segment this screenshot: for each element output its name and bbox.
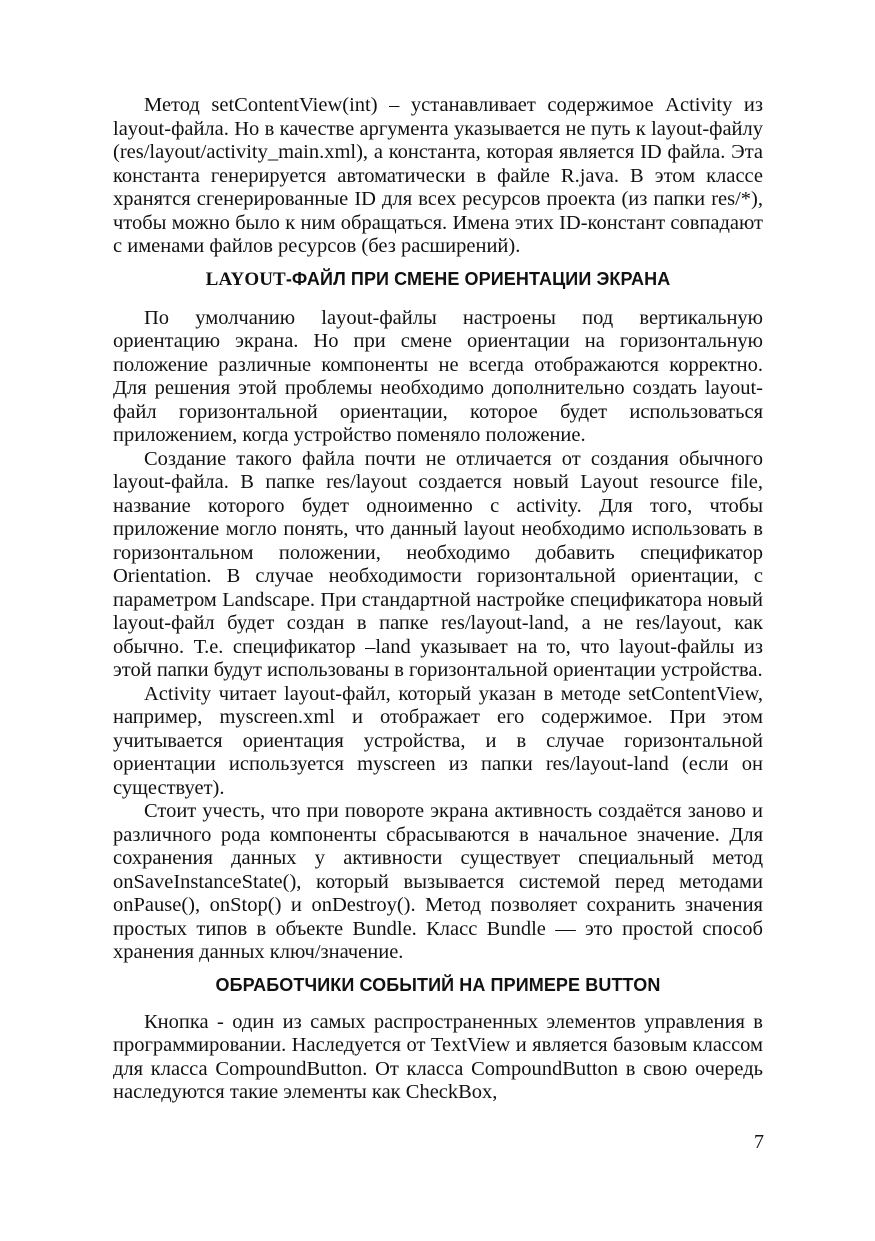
heading-button-events: ОБРАБОТЧИКИ СОБЫТИЙ НА ПРИМЕРЕ BUTTON [215,974,661,995]
paragraph-default-orientation: По умолчанию layout-файлы настроены под вертикальную ориентацию экрана. Но при смене ориентации на горизонтальную положение различные компоненты не всегда отображаются корректно. Для решения этой проблемы необходимо дополнительно создать layout-файл горизонтальной ориентации, которое будет использоваться приложением, когда устройство поменяло положение. [113,306,763,446]
paragraph-button-intro: Кнопка - один из самых распространенных элементов управления в программировании. Наследуется от TextView и является базовым классом для класса CompoundButton. От класса CompoundButton в свою очередь наследуются такие элементы как CheckBox, [113,1010,763,1103]
heading-layout-orientation-lead: LAYOUT [205,268,286,290]
paragraph-create-landscape-file: Создание такого файла почти не отличается от создания обычного layout-файла. В папке res/layout создается новый Layout resource file, название которого будет одноименно с activity. Для того, чтобы приложение могло понять, что данный layout необходимо использовать в горизонтальном положении, необходимо добавить спецификатор Orientation. В случае необходимости горизонтальной ориентации, с параметром Landscape. При стандартной настройке спецификатора новый layout-файл будет создан в папке res/layout-land, а не res/layout, как обычно. Т.е. спецификатор –land указывает на то, что layout-файлы из этой папки будут использованы в горизонтальной ориентации устройства. [113,447,763,681]
heading-layout-orientation [113,268,763,291]
page-number: 7 [754,1131,764,1153]
heading-layout-orientation-rest: -ФАЙЛ ПРИ СМЕНЕ ОРИЕНТАЦИИ ЭКРАНА [285,268,671,289]
paragraph-setcontentview: Метод setContentView(int) – устанавливает содержимое Activity из layout-файла. Но в качестве аргумента указывается не путь к layout-файлу (res/layout/activity_main.xml), а константа, которая является ID файла. Эта константа генерируется автоматически в файле R.java. В этом классе хранятся сгенерированные ID для всех ресурсов проекта (из папки res/*), чтобы можно было к ним обращаться. Имена этих ID-констант совпадают с именами файлов ресурсов (без расширений). [113,94,763,257]
document-page [113,94,763,1105]
paragraph-activity-reads-layout: Activity читает layout-файл, который указан в методе setContentView, например, myscreen.xml и отображает его содержимое. При этом учитывается ориентация устройства, и в случае горизонтальной ориентации используется myscreen из папки res/layout-land (если он существует). [113,682,763,799]
paragraph-save-instance-state: Стоит учесть, что при повороте экрана активность создаётся заново и различного рода компоненты сбрасываются в начальное значение. Для сохранения данных у активности существует специальный метод onSaveInstanceState(), который вызывается системой перед методами onPause(), onStop() и onDestroy(). Метод позволяет сохранить значения простых типов в объекте Bundle. Класс Bundle — это простой способ хранения данных ключ/значение. [113,800,763,963]
